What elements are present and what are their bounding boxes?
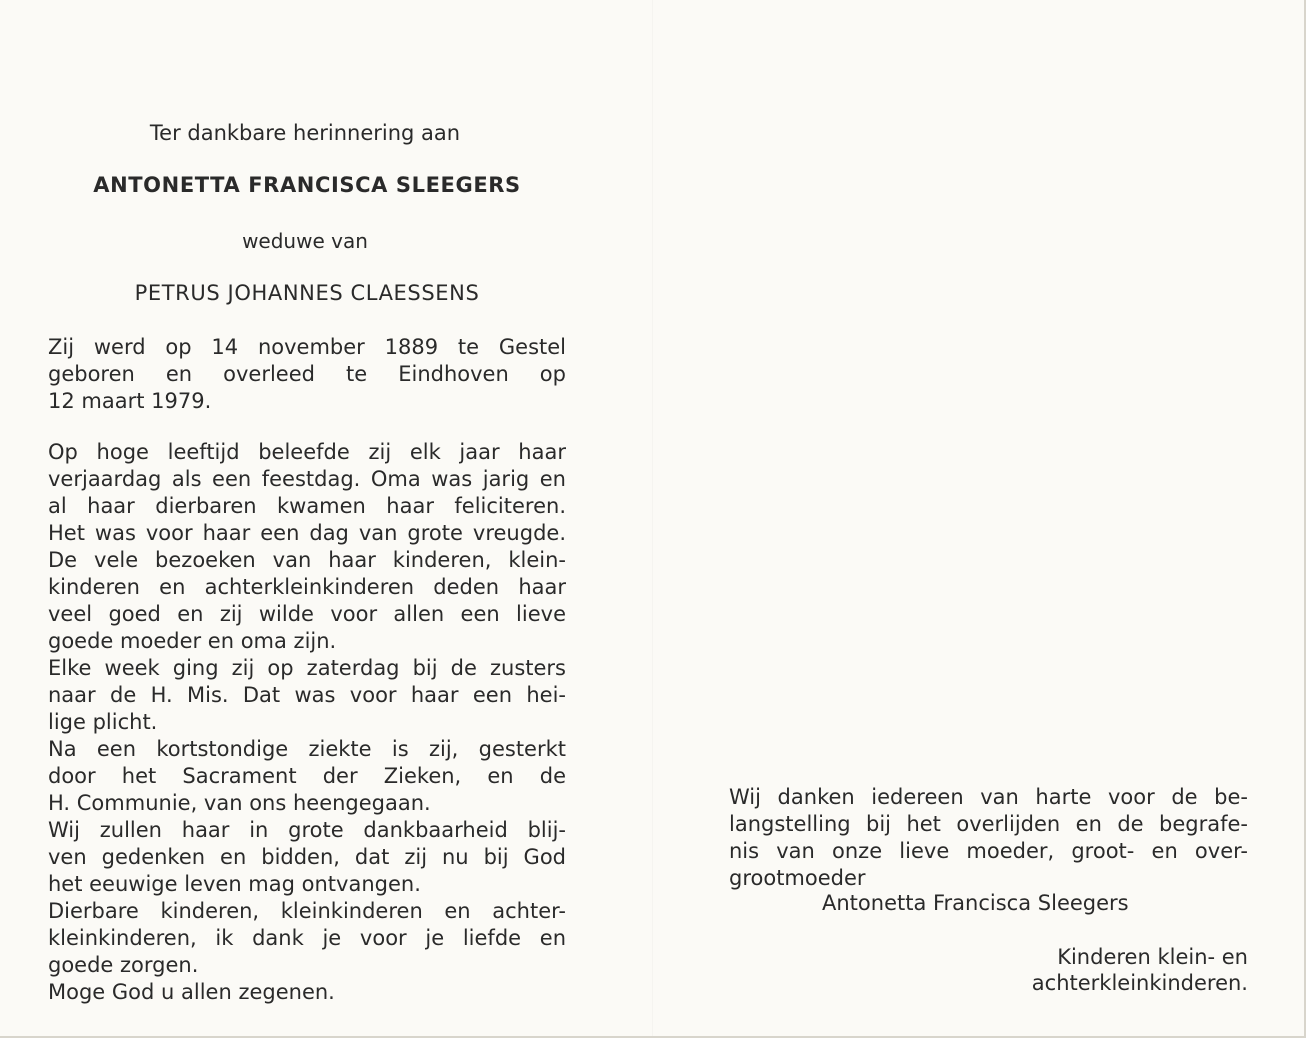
body-line: verjaardag als een feestdag. Oma was jarig en [48, 467, 566, 491]
body-line: De vele bezoeken van haar kinderen, klein- [48, 548, 566, 572]
bio-line: 12 maart 1979. [48, 389, 212, 413]
body-line: kleinkinderen, ik dank je voor je liefde en [48, 926, 566, 950]
body-line: goede zorgen. [48, 953, 199, 977]
thanks-line: nis van onze lieve moeder, groot- en over- [729, 839, 1248, 863]
body-line: H. Communie, van ons heengegaan. [48, 791, 431, 815]
widow-of-text: weduwe van [242, 229, 368, 253]
bio-line: geboren en overleed te Eindhoven op [48, 362, 566, 386]
body-line: Dierbare kinderen, kleinkinderen en achter- [48, 899, 566, 923]
intro-text: Ter dankbare herinnering aan [149, 121, 461, 145]
thanks-line: Wij danken iedereen van harte voor de be- [729, 785, 1248, 809]
body-line: kinderen en achterkleinkinderen deden haar [48, 575, 566, 599]
bio-line: Zij werd op 14 november 1889 te Gestel [48, 335, 566, 359]
body-line: al haar dierbaren kwamen haar feliciteren. [48, 494, 566, 518]
body-line: Elke week ging zij op zaterdag bij de zusters [48, 656, 566, 680]
body-line: door het Sacrament der Zieken, en de [48, 764, 566, 788]
body-line: lige plicht. [48, 710, 158, 734]
thanks-line: langstelling bij het overlijden en de begrafe- [729, 812, 1248, 836]
body-line: Moge God u allen zegenen. [48, 980, 335, 1004]
body-line: Het was voor haar een dag van grote vreugde. [48, 521, 566, 545]
thanks-line: grootmoeder [729, 866, 866, 890]
thanks-name: Antonetta Francisca Sleegers [822, 891, 1129, 915]
body-line: ven gedenken en bidden, dat zij nu bij God [48, 845, 566, 869]
body-line: het eeuwige leven mag ontvangen. [48, 872, 421, 896]
body-line: Wij zullen haar in grote dankbaarheid blij- [48, 818, 566, 842]
signature-line: achterkleinkinderen. [1031, 971, 1248, 995]
body-line: naar de H. Mis. Dat was voor haar een hei- [48, 683, 566, 707]
deceased-name: ANTONETTA FRANCISCA SLEEGERS [93, 173, 521, 197]
card-fold [652, 0, 653, 1036]
signature-line: Kinderen klein- en [1057, 945, 1248, 969]
body-line: Op hoge leeftijd beleefde zij elk jaar haar [48, 440, 566, 464]
body-line: goede moeder en oma zijn. [48, 629, 337, 653]
husband-name: PETRUS JOHANNES CLAESSENS [134, 281, 480, 305]
body-line: Na een kortstondige ziekte is zij, gesterkt [48, 737, 566, 761]
body-line: veel goed en zij wilde voor allen een lieve [48, 602, 566, 626]
